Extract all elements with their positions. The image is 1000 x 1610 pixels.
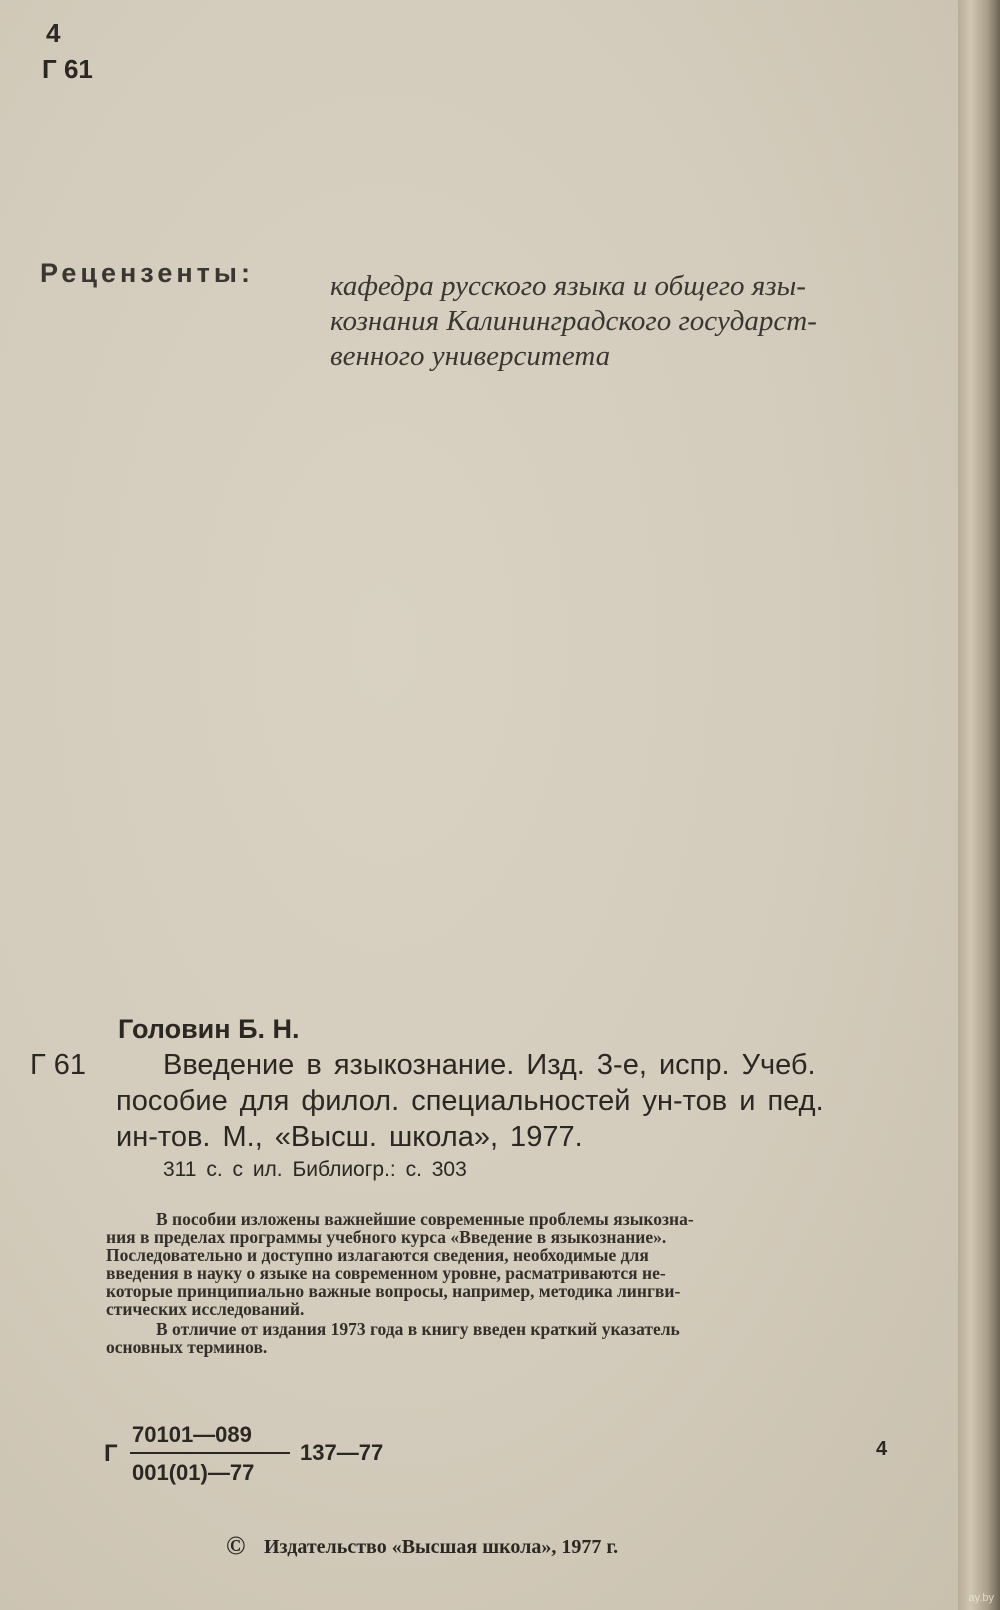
- abstract-line: Последовательно и доступно излагаются сведения, необходимые для: [106, 1245, 649, 1265]
- reviewers-label: Рецензенты:: [40, 258, 254, 288]
- bibliography-line: ин-тов. М., «Высш. школа», 1977.: [116, 1121, 583, 1153]
- index-number: 4: [876, 1438, 888, 1460]
- index-numerator: 70101—089: [132, 1422, 252, 1447]
- fraction-line: [130, 1452, 290, 1454]
- index-denominator: 001(01)—77: [132, 1460, 255, 1485]
- watermark: ay.by: [968, 1592, 994, 1604]
- abstract-line: ния в пределах программы учебного курса «Введение в языкознание».: [106, 1227, 667, 1247]
- reviewers-line: венного университета: [330, 340, 611, 372]
- abstract-line: которые принципиально важные вопросы, например, методика лингви-: [106, 1281, 681, 1301]
- index-letter: Г: [104, 1440, 118, 1467]
- library-code: Г 61: [30, 1049, 87, 1081]
- copyright-text: Издательство «Высшая школа», 1977 г.: [264, 1536, 619, 1558]
- bibliography-line: Введение в языкознание. Изд. 3-е, испр. Учеб.: [163, 1049, 816, 1081]
- reviewers-line: кафедра русского языка и общего язы-: [330, 270, 806, 302]
- author-name: Головин Б. Н.: [118, 1014, 300, 1044]
- abstract-line: основных терминов.: [106, 1337, 268, 1357]
- bibliography-line: пособие для филол. специальностей ун-тов и пед.: [116, 1085, 824, 1117]
- abstract-line: введения в науку о языке на современном уровне, расматриваются не-: [106, 1263, 666, 1283]
- abstract-line: стических исследований.: [106, 1299, 305, 1319]
- abstract-line: В отличие от издания 1973 года в книгу введен краткий указатель: [156, 1319, 680, 1339]
- index-suffix: 137—77: [300, 1440, 384, 1465]
- reviewers-line: кознания Калининградского государст-: [330, 305, 817, 337]
- abstract-line: В пособии изложены важнейшие современные проблемы языкозна-: [156, 1209, 694, 1229]
- copyright-icon: ©: [226, 1531, 246, 1560]
- bibliography-pages: 311 с. с ил. Библиогр.: с. 303: [163, 1158, 467, 1181]
- top-index-code: Г 61: [42, 54, 93, 84]
- page-edge: [958, 0, 1000, 1610]
- top-index-number: 4: [46, 18, 61, 48]
